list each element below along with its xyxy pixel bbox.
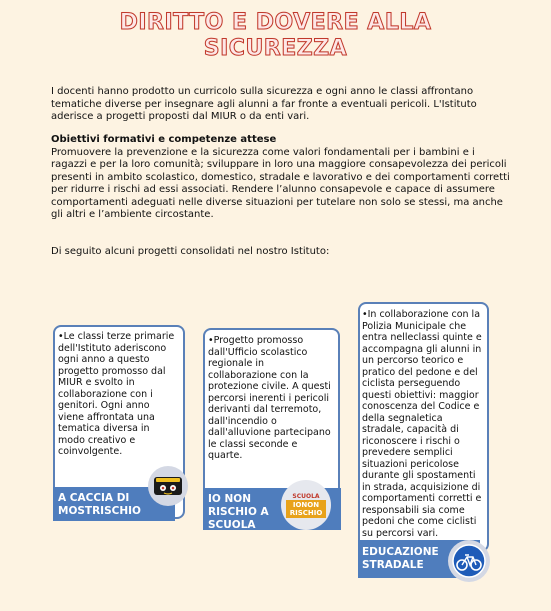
mostrischio-logo-icon: [148, 466, 188, 506]
projects-intro: Di seguito alcuni progetti consolidati nel nostro Istituto:: [51, 246, 330, 257]
io-non-rischio-logo-icon: [281, 480, 331, 530]
title-line-2: SICUREZZA: [203, 36, 348, 61]
page-title: [0, 10, 551, 62]
project-label: EDUCAZIONE STRADALE: [358, 540, 480, 578]
logo-text-main: IONON RISCHIO: [286, 500, 326, 518]
project-card-text: •Le classi terze primarie dell'Istituto aderiscono ogni anno a questo progetto promosso dal MIUR e svolto in collaborazione con i genitori. Ogni anno viene affrontata una tematica diversa in modo creativo e coinvolgente.: [58, 331, 175, 457]
project-card-text: •In collaborazione con la Polizia Municipale che entra nelleclassi quinte e accompagna gli alunni in un percorso teorico e pratico del pedone e del ciclista perseguendo questi obiettivi: maggior conoscenza del Codice e della segnaletica stradale, capacità di riconoscere i rischi o prevedere semplici situazioni pericolose durante gli spostamenti in strada, acquisizione di comportamenti corretti e responsabili sia come pedoni che come ciclisti su percorsi vari.: [362, 309, 482, 539]
objectives-section: [51, 134, 511, 222]
intro-paragraph: I docenti hanno prodotto un curricolo sulla sicurezza e ogni anno le classi affrontano tematiche diverse per insegnare agli alunni a far fronte a eventuali pericoli. L'Istituto aderisce a progetti proposti dal MIUR o da enti vari.: [51, 86, 477, 122]
logo-text-top: SCUOLA: [292, 492, 320, 500]
objectives-text: Promuovere la prevenzione e la sicurezza come valori fondamentali per i bambini e i ragazzi e per la loro comunità; sviluppare in loro una maggiore consapevolezza dei pericoli presenti in ambito scolastico, domestico, stradale e lavorativo e dei comportamenti corretti per ridurre i rischi ad essi associati. Rendere l’alunno consapevole e capace di assumere comportamenti adeguati nelle diverse situazioni per tutelare non solo se stessi, ma anche gli altri e l’ambiente circostante.: [51, 146, 510, 220]
title-line-1: DIRITTO E DOVERE ALLA: [119, 10, 432, 35]
bicycle-sign-icon: [448, 540, 490, 582]
project-card-text: •Progetto promosso dall'Ufficio scolastico regionale in collaborazione con la protezione civile. A questi percorsi inerenti i pericoli derivanti dal terremoto, dall'incendio o dall'alluvione partecipano le classi seconde e quarte.: [208, 335, 331, 461]
project-label: IO NON RISCHIO A SCUOLA: [203, 488, 341, 530]
objectives-heading: Obiettivi formativi e competenze attese: [51, 134, 277, 145]
project-label: A CACCIA DI MOSTRISCHIO: [53, 487, 175, 521]
